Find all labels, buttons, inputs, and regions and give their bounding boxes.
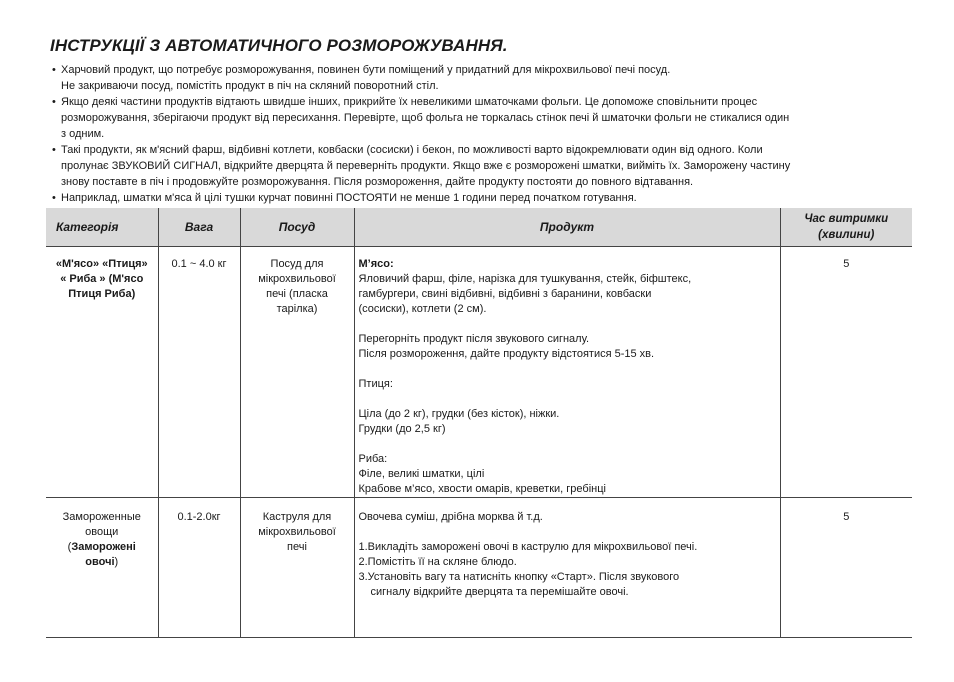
fish-line: Крабове м’ясо, хвости омарів, креветки, гребінці [358,483,606,495]
bullet-icon: • [52,64,56,76]
category-line: «М'ясо» «Птиця» [55,258,148,270]
meat-line: Яловичий фарш, філе, нарізка для тушкування, стейк, біфштекс, [358,273,692,285]
intro-bullet-4 [52,190,922,206]
intro-line: розморожування, зберігаючи продукт від пересихання. Перевірте, щоб фольга не торкалась стінок печі й шматочки фольги не стикалися один [61,112,790,124]
intro-line: знову поставте в піч і продовжуйте розморожування. Після розмороження, дайте продукту постояти до повного відтавання. [61,176,694,188]
dish-line: Посуд для [270,258,324,270]
header-category: Категорія [46,208,158,247]
poultry-title: Птиця: [358,378,393,390]
intro-line: пролунає ЗВУКОВИЙ СИГНАЛ, відкрийте дверцята й переверніть продукти. Якщо вже є розморожені шматки, вийміть їх. Заморожену частину [61,160,791,172]
category-paren-line: овочі) [85,556,119,568]
dish-cell [240,498,354,638]
table-row [46,498,912,638]
intro-line: з одним. [61,128,105,140]
weight-cell: 0.1-2.0кг [158,498,240,638]
fish-title: Риба: [358,453,388,465]
time-cell: 5 [780,498,912,638]
category-paren-line: (Заморожені [67,541,136,553]
product-cell [354,498,780,638]
note-line: Після розмороження, дайте продукту відстоятися 5-15 хв. [358,348,655,360]
header-time [780,208,912,247]
defrost-table [46,208,912,638]
dish-cell [240,247,354,498]
intro-line: Такі продукти, як м'ясний фарш, відбивні котлети, ковбаски (сосиски) і бекон, по можливості варто відокремлювати один від одного. Коли [61,144,763,156]
category-line: Птиця Риба) [68,288,136,300]
dish-line: тарілка) [276,303,318,315]
header-dish: Посуд [240,208,354,247]
category-cell [46,498,158,638]
dish-line: Каструля для [262,511,332,523]
header-product: Продукт [354,208,780,247]
veg-step: 3.Установіть вагу та натисніть кнопку «Старт». Після звукового [358,571,680,583]
fish-line: Філе, великі шматки, цілі [358,468,485,480]
table-row [46,247,912,498]
intro-line: Наприклад, шматки м'яса й цілі тушки курчат повинні ПОСТОЯТИ не менше 1 години перед початком готування. [61,192,637,204]
bullet-icon: • [52,144,56,156]
bullet-icon: • [52,96,56,108]
header-time-line1: Час витримки [804,213,889,225]
intro-bullet-2 [52,94,922,142]
header-time-line2: (хвилини) [818,229,875,241]
header-weight: Вага [158,208,240,247]
intro-line: Не закриваючи посуд, помістіть продукт в піч на скляний поворотний стіл. [61,80,439,92]
note-line: Перегорніть продукт після звукового сигналу. [358,333,590,345]
product-cell [354,247,780,498]
meat-title: М’ясо: [358,258,394,270]
poultry-line: Ціла (до 2 кг), грудки (без кісток), ніжки. [358,408,560,420]
category-line: « Риба » (М'ясо [60,273,144,285]
veg-step: сигналу відкрийте дверцята та перемішайте овочі. [370,586,629,598]
meat-line: (сосиски), котлети (2 см). [358,303,487,315]
weight-cell: 0.1 ~ 4.0 кг [158,247,240,498]
intro-bullet-1 [52,62,922,94]
intro-line: Харчовий продукт, що потребує розморожування, повинен бути поміщений у придатний для мікрохвильової печі посуд. [61,64,671,76]
dish-line: мікрохвильової [258,526,336,538]
veg-step: 1.Викладіть заморожені овочі в каструлю для мікрохвильової печі. [358,541,698,553]
category-cell [46,247,158,498]
poultry-line: Грудки (до 2,5 кг) [358,423,446,435]
category-line: Замороженные [62,511,141,523]
veg-step: 2.Помістіть її на скляне блюдо. [358,556,517,568]
category-paren-text: Заморожені [71,541,136,553]
meat-line: гамбургери, свині відбивні, відбивні з баранини, ковбаски [358,288,652,300]
dish-line: печі (пласка [266,288,328,300]
veg-intro: Овочева суміш, дрібна морква й т.д. [358,511,543,523]
dish-line: печі [287,541,307,553]
category-paren-text: овочі [85,556,115,568]
intro-line: Якщо деякі частини продуктів відтають швидше інших, прикрийте їх невеликими шматочками фольги. Це допоможе сповільнити процес [61,96,758,108]
dish-line: мікрохвильової [258,273,336,285]
bullet-icon: • [52,192,56,204]
category-line: овощи [85,526,119,538]
table-header-row [46,208,912,247]
time-cell: 5 [780,247,912,498]
intro-list [52,62,922,206]
intro-bullet-3 [52,142,922,190]
page-title: ІНСТРУКЦІЇ З АВТОМАТИЧНОГО РОЗМОРОЖУВАННЯ. [50,36,508,55]
